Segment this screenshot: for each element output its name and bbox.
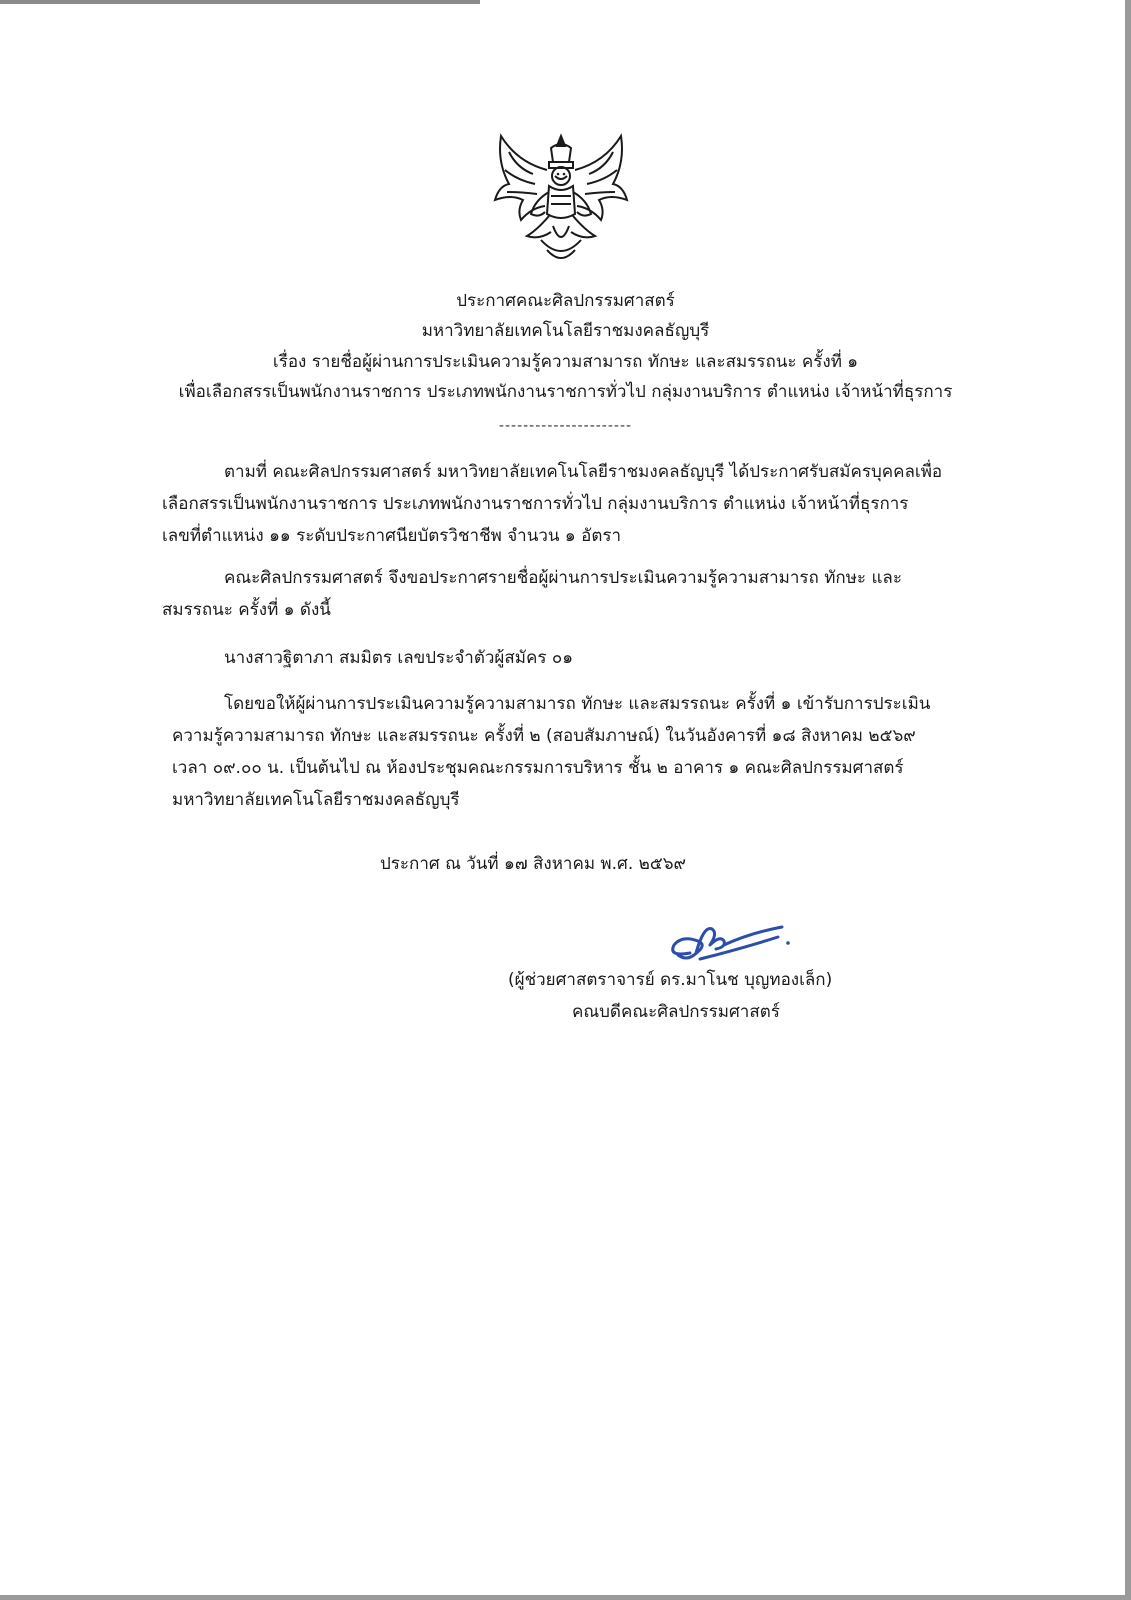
header-divider: ---------------------- (498, 418, 633, 434)
paragraph-2-line-2: สมรรถนะ ครั้งที่ ๑ ดังนี้ (162, 600, 331, 620)
handwritten-signature (660, 915, 800, 975)
university-name: มหาวิทยาลัยเทคโนโลยีราชมงคลธัญบุรี (421, 321, 710, 341)
scan-edge-top (0, 0, 480, 4)
scan-edge-bottom (0, 1595, 1131, 1600)
candidate-entry: นางสาวฐิตาภา สมมิตร เลขประจำตัวผู้สมัคร ๐๑ (224, 648, 574, 668)
announcement-title: ประกาศคณะศิลปกรรมศาสตร์ (456, 291, 675, 311)
paragraph-1-line-1: ตามที่ คณะศิลปกรรมศาสตร์ มหาวิทยาลัยเทคโนโลยีราชมงคลธัญบุรี ได้ประกาศรับสมัครบุคคลเพื่อ (224, 462, 943, 482)
garuda-emblem-icon (487, 122, 635, 270)
subject-line-1: เรื่อง รายชื่อผู้ผ่านการประเมินความรู้ความสามารถ ทักษะ และสมรรถนะ ครั้งที่ ๑ (272, 352, 859, 372)
paragraph-3-line-2: ความรู้ความสามารถ ทักษะ และสมรรถนะ ครั้งที่ ๒ (สอบสัมภาษณ์) ในวันอังคารที่ ๑๘ สิงหาคม ๒๕๖๙ (172, 726, 916, 746)
paragraph-3-line-1: โดยขอให้ผู้ผ่านการประเมินความรู้ความสามารถ ทักษะ และสมรรถนะ ครั้งที่ ๑ เข้ารับการประเมิน (224, 694, 931, 714)
paragraph-1-line-3: เลขที่ตำแหน่ง ๑๑ ระดับประกาศนียบัตรวิชาชีพ จำนวน ๑ อัตรา (162, 526, 622, 546)
signer-title: คณบดีคณะศิลปกรรมศาสตร์ (572, 1002, 780, 1022)
signer-name: (ผู้ช่วยศาสตราจารย์ ดร.มาโนช บุญทองเล็ก) (508, 970, 833, 990)
subject-line-2: เพื่อเลือกสรรเป็นพนักงานราชการ ประเภทพนักงานราชการทั่วไป กลุ่มงานบริการ ตำแหน่ง เจ้าหน้าที่ธุรการ (178, 382, 953, 402)
paragraph-3-line-4: มหาวิทยาลัยเทคโนโลยีราชมงคลธัญบุรี (172, 790, 460, 810)
announcement-date: ประกาศ ณ วันที่ ๑๗ สิงหาคม พ.ศ. ๒๕๖๙ (380, 854, 686, 874)
scan-edge-right (1125, 0, 1131, 1600)
paragraph-3-line-3: เวลา ๐๙.๐๐ น. เป็นต้นไป ณ ห้องประชุมคณะกรรมการบริหาร ชั้น ๒ อาคาร ๑ คณะศิลปกรรมศาสตร์ (172, 758, 904, 778)
paragraph-2-line-1: คณะศิลปกรรมศาสตร์ จึงขอประกาศรายชื่อผู้ผ่านการประเมินความรู้ความสามารถ ทักษะ และ (224, 568, 902, 588)
paragraph-1-line-2: เลือกสรรเป็นพนักงานราชการ ประเภทพนักงานราชการทั่วไป กลุ่มงานบริการ ตำแหน่ง เจ้าหน้าที่ธุรการ (162, 494, 909, 514)
